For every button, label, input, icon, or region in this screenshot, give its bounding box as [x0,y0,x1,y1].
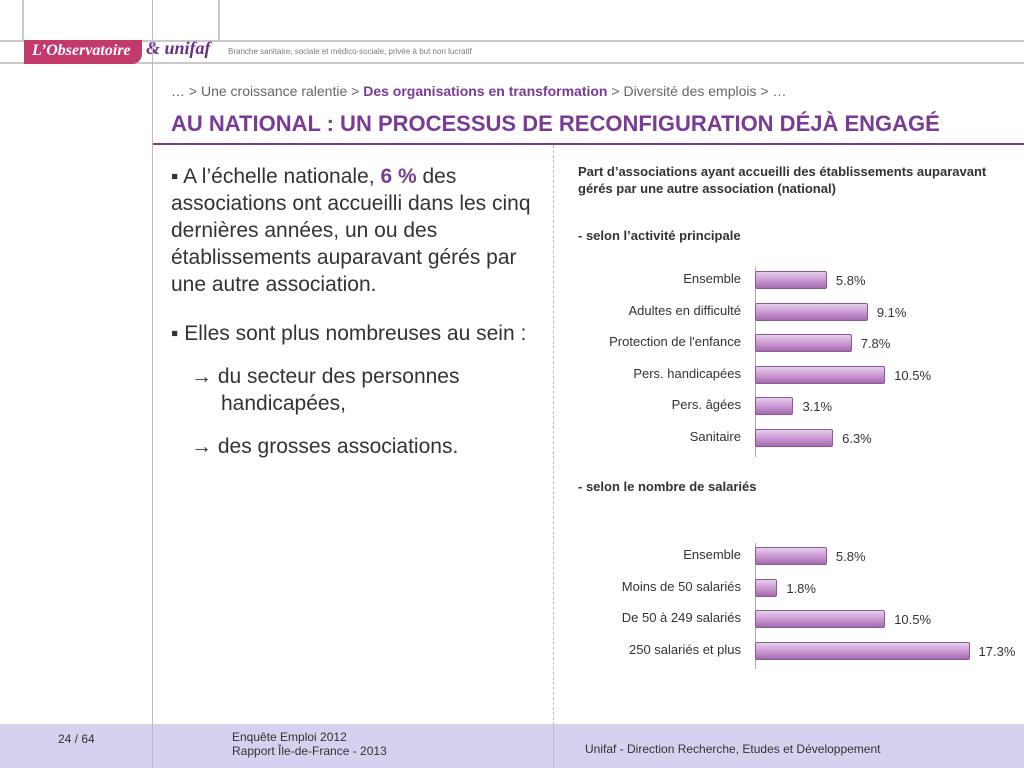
category-label: Moins de 50 salariés [621,578,741,594]
category-label: De 50 à 249 salariés [621,610,741,626]
breadcrumb [171,83,786,99]
chart-title: Part d’associations ayant accueilli des établissements auparavant gérés par une autre association (national) [578,164,987,196]
value-label: 17.3% [978,643,1016,659]
page-title: AU NATIONAL : UN PROCESSUS DE RECONFIGURATION DÉJÀ ENGAGÉ [171,111,940,136]
bar [755,334,852,352]
page-number: 24 / 64 [58,732,95,746]
footer-divider [152,724,153,768]
bullet-more-numerous: ▪ Elles sont plus nombreuses au sein : [171,322,527,345]
bar [755,303,868,321]
summary-text [171,163,531,476]
bar [755,366,885,384]
value-label: 5.8% [835,273,866,288]
category-label: Pers. âgées [671,397,741,413]
bar [755,547,827,565]
footer-organization: Unifaf - Direction Recherche, Etudes et Développement [585,742,881,756]
bar [755,579,777,597]
bar [755,397,793,415]
logo-unifaf: & unifaf [146,38,211,58]
bullet-text: ▪ A l’échelle nationale, [171,165,375,188]
header-divider [218,0,220,42]
footer [0,724,1024,768]
breadcrumb-prefix: … > Une croissance ralentie > [171,83,360,99]
chart-subtitle-staff: - selon le nombre de salariés [578,479,757,494]
bar [755,429,833,447]
value-label: 9.1% [876,304,907,320]
value-label: 7.8% [860,336,891,352]
bar [755,610,885,628]
category-label: Adultes en difficulté [628,302,741,318]
header-rule [0,62,1024,64]
bar [755,642,970,660]
category-label: Protection de l'enfance [609,334,741,350]
bullet-national [171,163,531,298]
sub-bullet-large: → des grosses associations. [191,435,459,458]
highlight-percent: 6 % [380,165,417,188]
category-label: 250 salariés et plus [628,641,741,657]
sub-bullet-handicap: → du secteur des personnes handicapées, [191,365,460,415]
header-tagline: Branche sanitaire, sociale et médico-sociale, privée à but non lucratif [228,47,472,56]
survey-info [232,730,387,758]
bar [755,271,827,289]
survey-line: Rapport Île-de-France - 2013 [232,744,387,758]
breadcrumb-active: Des organisations en transformation [363,83,608,99]
logo-observatoire: L’Observatoire [32,42,131,59]
value-label: 5.8% [835,549,866,564]
value-label: 1.8% [786,580,816,596]
category-label: Ensemble [683,547,741,562]
category-label: Pers. handicapées [633,365,741,381]
value-label: 6.3% [842,431,872,446]
value-label: 3.1% [802,399,833,415]
title-rule [153,143,1024,145]
header-divider [22,0,24,42]
bullet-text: des associations ont accueilli dans les cinq dernières années, un ou des établissements auparavant gérés par une autre association. [171,165,531,296]
category-label: Ensemble [683,271,741,286]
category-label: Sanitaire [689,429,741,444]
survey-line: Enquête Emploi 2012 [232,730,347,744]
value-label: 10.5% [894,612,932,628]
footer-divider [553,724,554,768]
left-margin-rule [152,0,153,768]
chart-subtitle-activity: - selon l’activité principale [578,228,741,243]
breadcrumb-suffix: > Diversité des emplois > … [611,83,787,99]
value-label: 10.5% [894,367,932,383]
